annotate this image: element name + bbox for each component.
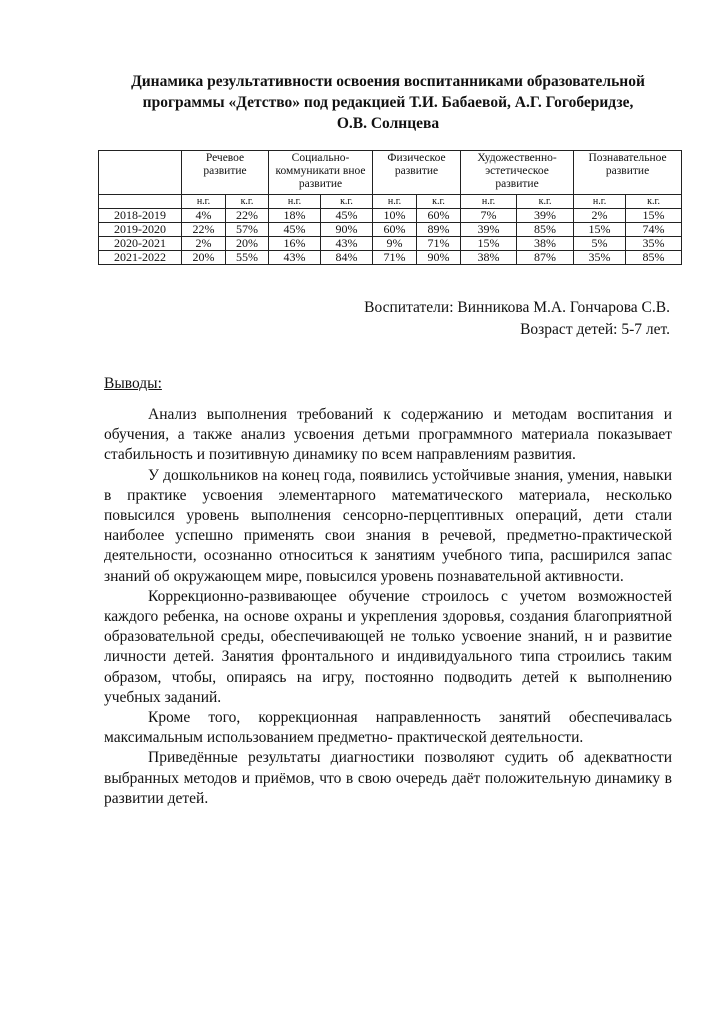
table-body bbox=[99, 209, 682, 265]
subheader-end: к.г. bbox=[626, 195, 682, 209]
age-line: Возраст детей: 5-7 лет. bbox=[520, 321, 670, 338]
subheader-start: н.г. bbox=[574, 195, 626, 209]
value-cell: 38% bbox=[517, 237, 574, 251]
subheader-end: к.г. bbox=[417, 195, 461, 209]
value-cell: 20% bbox=[226, 237, 269, 251]
conclusions-body bbox=[104, 405, 672, 809]
value-cell: 90% bbox=[321, 223, 373, 237]
value-cell: 9% bbox=[373, 237, 417, 251]
group-header-social: Социально-коммуникати вное развитие bbox=[269, 151, 373, 195]
conclusions-heading: Выводы: bbox=[104, 375, 162, 392]
table-row bbox=[99, 237, 682, 251]
value-cell: 5% bbox=[574, 237, 626, 251]
subheader-end: к.г. bbox=[226, 195, 269, 209]
value-cell: 43% bbox=[269, 251, 321, 265]
value-cell: 43% bbox=[321, 237, 373, 251]
table-group-header-row bbox=[99, 151, 682, 195]
subheader-start: н.г. bbox=[373, 195, 417, 209]
value-cell: 15% bbox=[461, 237, 517, 251]
paragraph-1: Анализ выполнения требований к содержанию и методам воспитания и обучения, а также анализ усвоения детьми программного материала показывает стабильность и позитивную динамику по всем направлениям развития. bbox=[104, 406, 672, 464]
subheader-end: к.г. bbox=[517, 195, 574, 209]
value-cell: 20% bbox=[182, 251, 226, 265]
paragraph-5: Приведённые результаты диагностики позволяют судить об адекватности выбранных методов и приёмов, что в свою очередь даёт положительную динамику в развитии детей. bbox=[104, 749, 672, 807]
title-line-1: Динамика результативности освоения воспитанниками образовательной bbox=[131, 73, 645, 90]
value-cell: 84% bbox=[321, 251, 373, 265]
table-row bbox=[99, 223, 682, 237]
paragraph-3: Коррекционно-развивающее обучение строилось с учетом возможностей каждого ребенка, на основе охраны и укрепления здоровья, создания благоприятной образовательной среды, обеспечивающей не только усвоение знаний, н и развитие личности детей. Занятия фронтального и индивидуального типа строились таким образом, чтобы, опираясь на игру, постоянно подводить детей к выполнению учебных заданий. bbox=[104, 587, 672, 706]
value-cell: 39% bbox=[517, 209, 574, 223]
table-cell bbox=[99, 195, 182, 209]
results-table bbox=[98, 150, 682, 265]
value-cell: 45% bbox=[269, 223, 321, 237]
value-cell: 89% bbox=[417, 223, 461, 237]
table-row bbox=[99, 209, 682, 223]
value-cell: 74% bbox=[626, 223, 682, 237]
value-cell: 15% bbox=[574, 223, 626, 237]
value-cell: 71% bbox=[417, 237, 461, 251]
subheader-start: н.г. bbox=[269, 195, 321, 209]
value-cell: 16% bbox=[269, 237, 321, 251]
year-cell: 2019-2020 bbox=[99, 223, 182, 237]
group-header-physical: Физическое развитие bbox=[373, 151, 461, 195]
title-line-2: программы «Детство» под редакцией Т.И. Бабаевой, А.Г. Гогоберидзе, bbox=[142, 94, 634, 111]
value-cell: 60% bbox=[417, 209, 461, 223]
subheader-end: к.г. bbox=[321, 195, 373, 209]
value-cell: 18% bbox=[269, 209, 321, 223]
value-cell: 60% bbox=[373, 223, 417, 237]
value-cell: 7% bbox=[461, 209, 517, 223]
value-cell: 71% bbox=[373, 251, 417, 265]
value-cell: 35% bbox=[574, 251, 626, 265]
value-cell: 4% bbox=[182, 209, 226, 223]
value-cell: 55% bbox=[226, 251, 269, 265]
value-cell: 85% bbox=[517, 223, 574, 237]
value-cell: 85% bbox=[626, 251, 682, 265]
value-cell: 15% bbox=[626, 209, 682, 223]
value-cell: 57% bbox=[226, 223, 269, 237]
paragraph-4: Кроме того, коррекционная направленность занятий обеспечивалась максимальным использованием предметно- практической деятельности. bbox=[104, 709, 672, 747]
subheader-start: н.г. bbox=[461, 195, 517, 209]
document-title bbox=[96, 71, 680, 134]
value-cell: 2% bbox=[574, 209, 626, 223]
group-header-artistic: Художественно-эстетическое развитие bbox=[461, 151, 574, 195]
value-cell: 2% bbox=[182, 237, 226, 251]
teachers-line: Воспитатели: Винникова М.А. Гончарова С.В. bbox=[364, 299, 670, 316]
year-cell: 2020-2021 bbox=[99, 237, 182, 251]
table-subheader-row bbox=[99, 195, 682, 209]
value-cell: 35% bbox=[626, 237, 682, 251]
title-line-3: О.В. Солнцева bbox=[336, 115, 440, 132]
group-header-cognitive: Познавательное развитие bbox=[574, 151, 682, 195]
value-cell: 87% bbox=[517, 251, 574, 265]
table-corner-cell bbox=[99, 151, 182, 195]
subheader-start: н.г. bbox=[182, 195, 226, 209]
document-meta bbox=[364, 297, 670, 341]
value-cell: 22% bbox=[226, 209, 269, 223]
value-cell: 45% bbox=[321, 209, 373, 223]
value-cell: 39% bbox=[461, 223, 517, 237]
group-header-speech: Речевое развитие bbox=[182, 151, 269, 195]
year-cell: 2018-2019 bbox=[99, 209, 182, 223]
table-row bbox=[99, 251, 682, 265]
value-cell: 22% bbox=[182, 223, 226, 237]
value-cell: 90% bbox=[417, 251, 461, 265]
paragraph-2: У дошкольников на конец года, появились устойчивые знания, умения, навыки в практике усвоения элементарного математического материала, несколько повысился уровень выполнения сенсорно-перцептивных операций, дети стали наиболее успешно применять свои знания в речевой, предметно-практической деятельности, осознанно относиться к занятиям учебного типа, расширился запас знаний об окружающем мире, повысился уровень познавательной активности. bbox=[104, 466, 672, 585]
value-cell: 38% bbox=[461, 251, 517, 265]
value-cell: 10% bbox=[373, 209, 417, 223]
year-cell: 2021-2022 bbox=[99, 251, 182, 265]
